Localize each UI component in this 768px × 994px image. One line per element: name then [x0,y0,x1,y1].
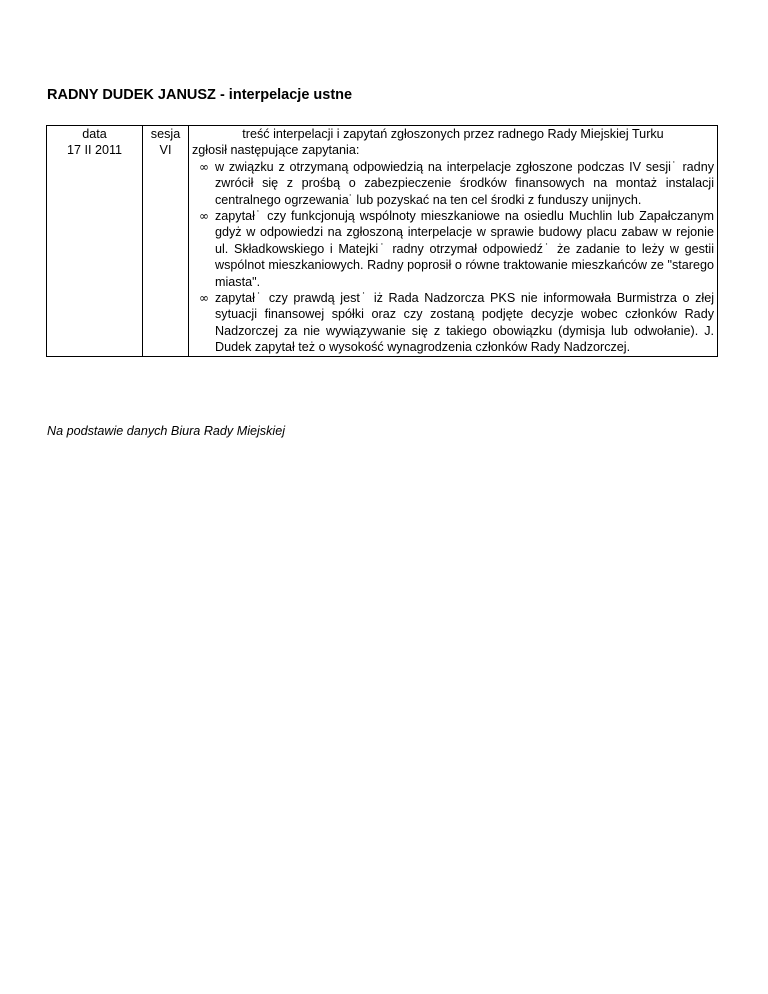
infinity-bullet-icon: ∞ [199,159,209,174]
infinity-bullet-icon: ∞ [199,209,209,224]
question-text: zapytał˙ czy funkcjonują wspólnoty mieszkaniowe na osiedlu Muchlin lub Zapałczanym gdyż w odpowiedzi na zgłoszoną interpelacje w sprawie budowy placu zabaw w rejonie ul. Składkowskiego i Matejki˙ radny otrzymał odpowiedź˙ że zadanie to leży w gestii wspólnot mieszkaniowych. Radny poprosił o równe traktowanie mieszkańców ze "starego miasta". [215,209,714,289]
infinity-bullet-icon: ∞ [199,291,209,306]
interpellations-table [46,125,718,357]
cell-content [189,142,718,356]
question-text: w związku z otrzymaną odpowiedzią na interpelacje zgłoszone podczas IV sesji˙ radny zwrócił się z prośbą o zabezpieczenie środków finansowych na montaż instalacji centralnego ogrzewania˙ lub pozyskać na ten cel środki z funduszy unijnych. [215,159,714,207]
column-header-date: data [47,126,143,143]
page-title: RADNY DUDEK JANUSZ - interpelacje ustne [47,87,353,103]
table-row [47,142,718,356]
list-item [192,159,714,208]
content-intro: zgłosił następujące zapytania: [192,143,360,158]
column-header-session: sesja [143,126,189,143]
column-header-content: treść interpelacji i zapytań zgłoszonych przez radnego Rady Miejskiej Turku [189,126,718,143]
list-item [192,208,714,290]
list-item [192,290,714,356]
cell-date: 17 II 2011 [47,142,143,356]
table-header-row [47,126,718,143]
cell-session: VI [143,142,189,356]
questions-list [192,159,714,356]
question-text: zapytał˙ czy prawdą jest˙ iż Rada Nadzorcza PKS nie informowała Burmistrza o złej sytuacji finansowej spółki oraz czy zostaną podjęte decyzje wobec członków Rady Nadzorczej za nie wywiązywanie się z takiego obowiązku (dymisja lub odwołanie). J. Dudek zapytał też o wysokość wynagrodzenia członków Rady Nadzorczej. [215,291,714,355]
source-note: Na podstawie danych Biura Rady Miejskiej [47,424,285,438]
